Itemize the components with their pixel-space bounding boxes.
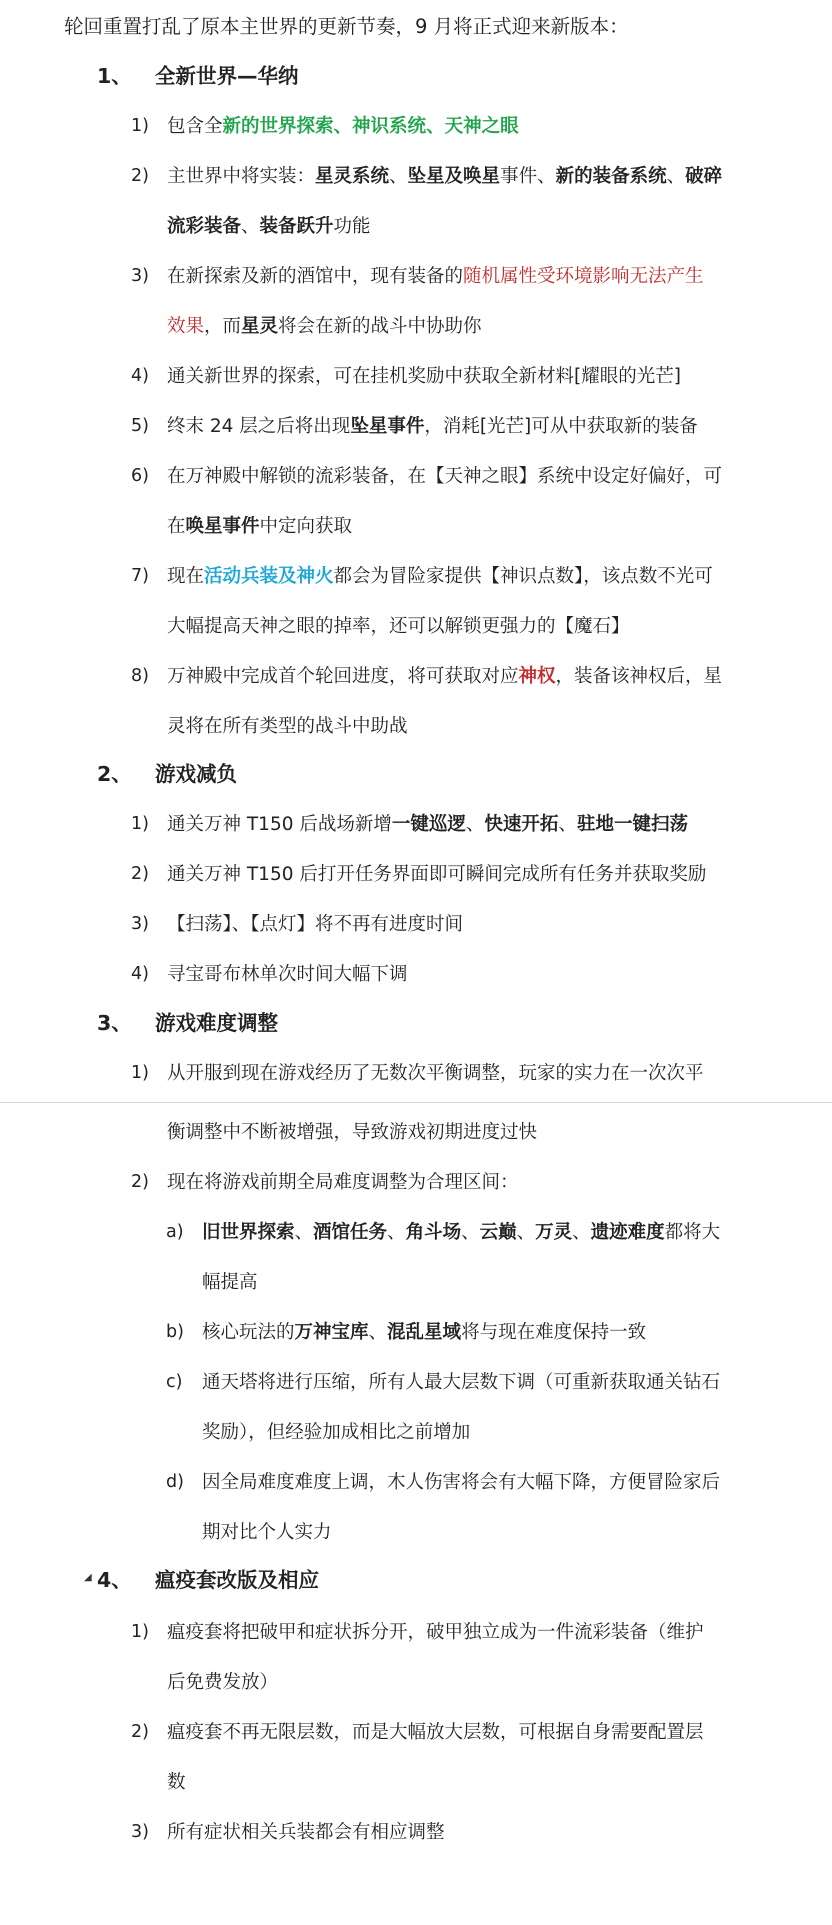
list-text: 现在将游戏前期全局难度调整为合理区间：: [167, 1172, 519, 1193]
list-text: 核心玩法的万神宝库、混乱星域将与现在难度保持一致: [202, 1322, 647, 1343]
list-item-continuation: 期对比个人实力: [202, 1522, 332, 1543]
section-number: 3、: [97, 1011, 132, 1035]
list-item-continuation: 幅提高: [202, 1272, 258, 1293]
list-text: 万神殿中完成首个轮回进度，将可获取对应神权，装备该神权后，星: [167, 666, 723, 687]
list-number: 2): [131, 1722, 149, 1742]
list-text: 瘟疫套将把破甲和症状拆分开，破甲独立成为一件流彩装备（维护: [167, 1622, 704, 1643]
list-number: 4): [131, 366, 149, 386]
list-text: 通关万神 T150 后打开任务界面即可瞬间完成所有任务并获取奖励: [167, 864, 707, 885]
list-number: 2): [131, 166, 149, 186]
list-item-continuation: 流彩装备、装备跃升功能: [167, 216, 371, 237]
list-letter: a): [166, 1222, 184, 1242]
list-number: 1): [131, 1063, 149, 1083]
list-number: 2): [131, 1172, 149, 1192]
list-text: 包含全新的世界探索、神识系统、天神之眼: [167, 116, 519, 137]
list-letter: b): [166, 1322, 184, 1342]
list-item-continuation: 后免费发放）: [167, 1672, 279, 1693]
list-letter: c): [166, 1372, 183, 1392]
section-title: 游戏难度调整: [155, 1011, 278, 1035]
list-text: 在新探索及新的酒馆中，现有装备的随机属性受环境影响无法产生: [167, 266, 704, 287]
list-item-continuation: 灵将在所有类型的战斗中助战: [167, 716, 408, 737]
list-text: 瘟疫套不再无限层数，而是大幅放大层数，可根据自身需要配置层: [167, 1722, 704, 1743]
list-text: 通关新世界的探索，可在挂机奖励中获取全新材料[耀眼的光芒]: [167, 366, 681, 387]
list-text: 从开服到现在游戏经历了无数次平衡调整，玩家的实力在一次次平: [167, 1063, 704, 1084]
list-item-continuation: 在唤星事件中定向获取: [167, 516, 353, 537]
intro-paragraph: 轮回重置打乱了原本主世界的更新节奏，9 月将正式迎来新版本：: [64, 15, 629, 38]
section-number: 1、: [97, 64, 132, 88]
section-title: 瘟疫套改版及相应: [155, 1568, 319, 1592]
list-item-continuation: 效果，而星灵将会在新的战斗中协助你: [167, 316, 482, 337]
list-item-continuation: 衡调整中不断被增强，导致游戏初期进度过快: [167, 1122, 538, 1143]
list-number: 3): [131, 914, 149, 934]
list-number: 7): [131, 566, 149, 586]
list-item-continuation: 奖励），但经验加成相比之前增加: [202, 1422, 471, 1443]
list-number: 5): [131, 416, 149, 436]
list-text: 因全局难度难度上调，木人伤害将会有大幅下降，方便冒险家后: [202, 1472, 721, 1493]
list-text: 通天塔将进行压缩，所有人最大层数下调（可重新获取通关钻石: [202, 1372, 721, 1393]
triangle-collapse-icon[interactable]: ◢: [84, 1572, 92, 1583]
list-number: 6): [131, 466, 149, 486]
list-number: 1): [131, 116, 149, 136]
list-text: 终末 24 层之后将出现坠星事件，消耗[光芒]可从中获取新的装备: [167, 416, 698, 437]
section-number: 4、: [97, 1568, 132, 1592]
section-number: 2、: [97, 762, 132, 786]
list-item-continuation: 大幅提高天神之眼的掉率，还可以解锁更强力的【魔石】: [167, 616, 630, 637]
list-letter: d): [166, 1472, 184, 1492]
list-number: 1): [131, 814, 149, 834]
list-item-continuation: 数: [167, 1772, 186, 1793]
section-title: 全新世界—华纳: [155, 64, 299, 88]
list-number: 8): [131, 666, 149, 686]
section-title: 游戏减负: [155, 762, 237, 786]
list-text: 在万神殿中解锁的流彩装备，在【天神之眼】系统中设定好偏好，可: [167, 466, 723, 487]
list-number: 4): [131, 964, 149, 984]
list-text: 旧世界探索、酒馆任务、角斗场、云巅、万灵、遗迹难度都将大: [202, 1222, 721, 1243]
list-text: 主世界中将实装：星灵系统、坠星及唤星事件、新的装备系统、破碎: [167, 166, 723, 187]
list-text: 所有症状相关兵装都会有相应调整: [167, 1822, 445, 1843]
list-text: 现在活动兵装及神火都会为冒险家提供【神识点数】，该点数不光可: [167, 566, 713, 587]
list-number: 3): [131, 266, 149, 286]
list-text: 【扫荡】、【点灯】将不再有进度时间: [167, 914, 464, 935]
page-divider: [0, 1102, 832, 1103]
list-number: 2): [131, 864, 149, 884]
list-number: 1): [131, 1622, 149, 1642]
list-number: 3): [131, 1822, 149, 1842]
list-text: 寻宝哥布林单次时间大幅下调: [167, 964, 408, 985]
list-text: 通关万神 T150 后战场新增一键巡逻、快速开拓、驻地一键扫荡: [167, 814, 688, 835]
